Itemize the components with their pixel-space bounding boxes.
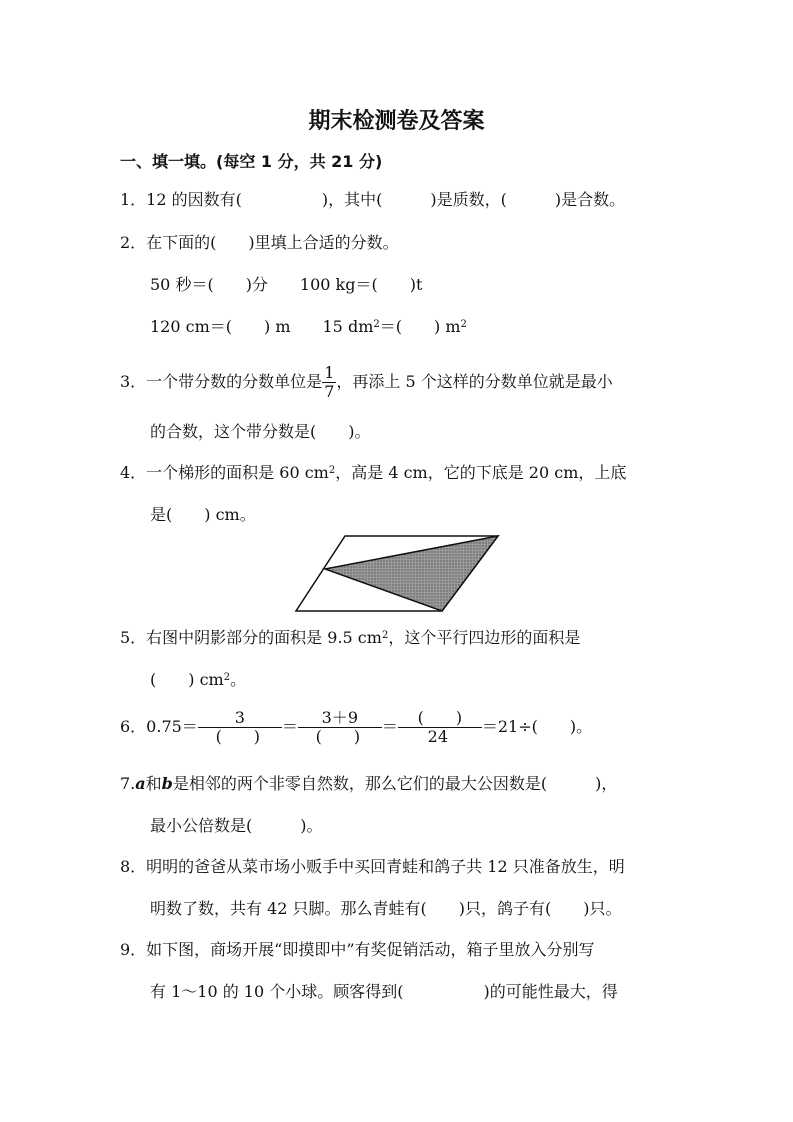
question-2: 2．在下面的( )里填上合适的分数。 bbox=[120, 233, 399, 252]
question-4: 4．一个梯形的面积是 60 $cm^2$，高是 4 cm，它的下底是 20 cm，上底 bbox=[120, 463, 627, 482]
question-7-line-2: 最小公倍数是( )。 bbox=[150, 816, 323, 835]
question-1: 1．12 的因数有( )，其中( )是质数，( )是合数。 bbox=[120, 190, 626, 209]
parallelogram-figure bbox=[290, 530, 510, 616]
fraction-2: $\frac{3+9}{( )}$ bbox=[298, 709, 382, 746]
page-title: 期末检测卷及答案 bbox=[308, 109, 485, 134]
question-9-line-2: 有 1～10 的 10 个小球。顾客得到( )的可能性最大，得 bbox=[150, 982, 618, 1001]
fraction-1: $\frac{3}{( )}$ bbox=[198, 709, 282, 746]
question-5-line-2: ( ) $cm^2$。 bbox=[150, 670, 247, 689]
section-heading: 一、填一填。(每空 1 分，共 21 分) bbox=[120, 152, 383, 171]
question-3-line-2: 的合数，这个带分数是( )。 bbox=[150, 422, 371, 441]
fraction-one-seventh: $\frac{1}{7}$ bbox=[324, 363, 335, 401]
question-2-row-1: 50 秒＝( )分 100 kg＝( )t bbox=[150, 275, 423, 294]
question-6: 6．0.75＝ $\frac{3}{( )}$ ＝ $\frac{3+9}{( )}$ ＝ $\frac{( )}{24}$ ＝21÷( )。 bbox=[120, 708, 593, 746]
question-9: 9．如下图，商场开展“即摸即中”有奖促销活动，箱子里放入分别写 bbox=[120, 940, 595, 959]
question-2-row-2: 120 cm＝( ) m 15 $dm^2=$( ) $m^2$ bbox=[150, 317, 467, 336]
question-7: 7.a和b是相邻的两个非零自然数，那么它们的最大公因数是( )， bbox=[120, 774, 618, 793]
question-4-line-2: 是( ) cm。 bbox=[150, 505, 256, 524]
question-3: 3．一个带分数的分数单位是 $\frac{1}{7}$ ，再添上 5 个这样的分数单位就是最小 bbox=[120, 363, 613, 401]
question-8-line-2: 明数了数，共有 42 只脚。那么青蛙有( )只，鸽子有( )只。 bbox=[150, 899, 622, 918]
fraction-3: $\frac{( )}{24}$ bbox=[398, 709, 482, 746]
question-8: 8．明明的爸爸从菜市场小贩手中买回青蛙和鸽子共 12 只准备放生，明 bbox=[120, 857, 625, 876]
question-5: 5．右图中阴影部分的面积是 9.5 $cm^2$，这个平行四边形的面积是 bbox=[120, 628, 581, 647]
shaded-triangle bbox=[325, 536, 498, 611]
